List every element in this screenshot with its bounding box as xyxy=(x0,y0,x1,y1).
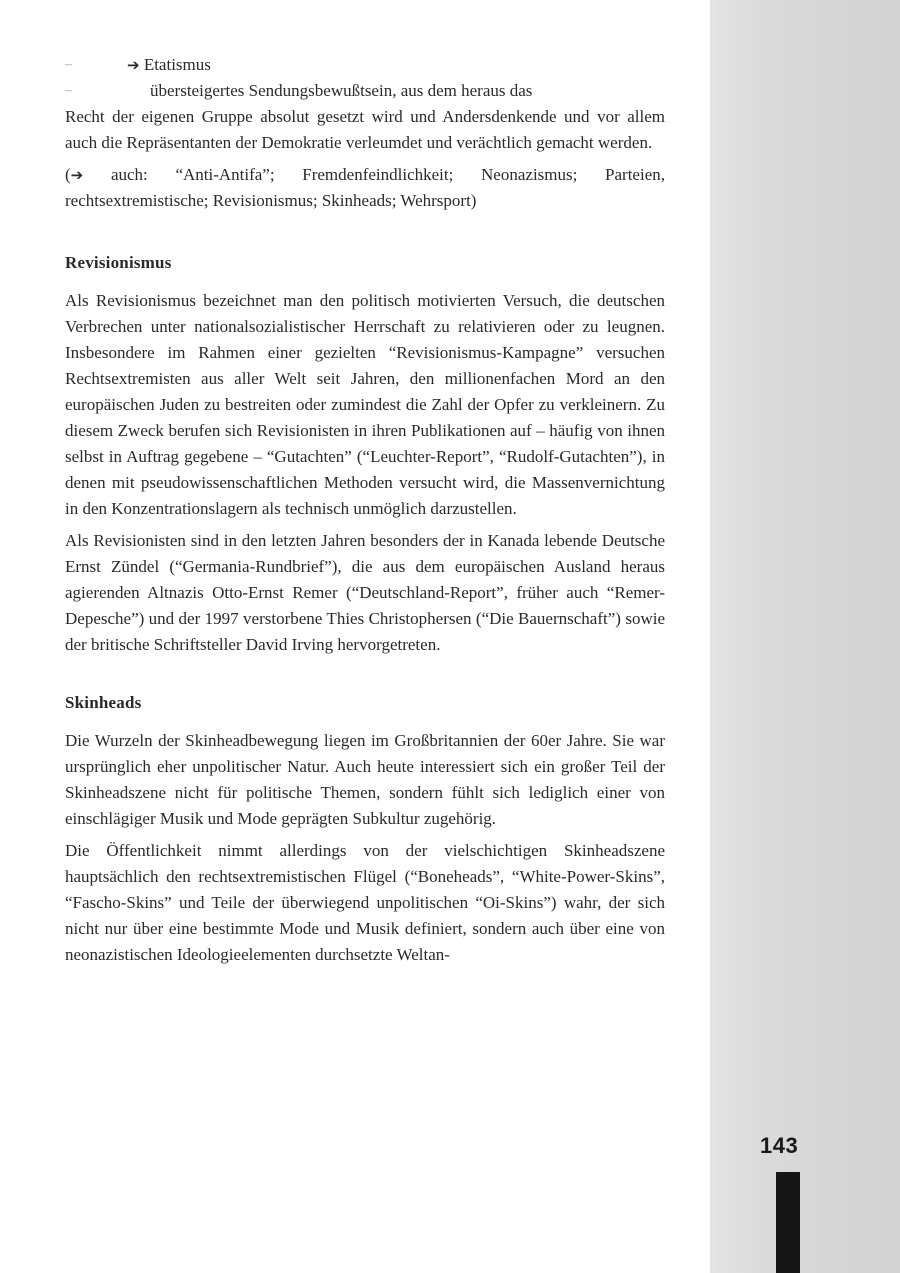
section-heading: Skinheads xyxy=(65,693,142,712)
section-skinheads xyxy=(65,690,665,968)
list-item-text xyxy=(127,52,211,78)
thumb-index-bar xyxy=(776,1172,800,1273)
list-item-label: übersteigertes Sendungsbewußtsein, aus dem heraus das xyxy=(150,81,533,100)
list-item xyxy=(65,78,665,104)
body-paragraph: Die Wurzeln der Skinheadbewegung liegen im Großbritannien der 60er Jahre. Sie war ursprünglich eher unpolitischer Natur. Auch heute interessiert sich ein großer Teil der Skinheadszene nicht für politische Themen, sondern fühlt sich lediglich einer von einschlägiger Musik und Mode geprägten Subkultur zugehörig. xyxy=(65,731,665,828)
section-heading: Revisionismus xyxy=(65,253,172,272)
arrow-icon: ➔ xyxy=(70,166,84,184)
arrow-icon: ➔ xyxy=(127,56,140,74)
see-also-text: auch: “Anti-Antifa”; Fremdenfeindlichkeit; Neonazismus; Parteien, rechtsextremistische; Revisionismus; Skinheads; Wehrsport) xyxy=(65,165,665,210)
section-revisionismus xyxy=(65,250,665,658)
list-item xyxy=(65,52,665,78)
text-column xyxy=(65,52,665,968)
page-number: 143 xyxy=(760,1133,799,1158)
body-paragraph: Als Revisionismus bezeichnet man den politisch motivierten Versuch, die deutschen Verbrechen unter nationalsozialistischer Herrschaft zu relativieren oder zu leugnen. Insbesondere im Rahmen einer gezielten “Revisionismus-Kampagne” versuchen Rechtsextremisten aus aller Welt seit Jahren, den millionenfachen Mord an den europäischen Juden zu bestreiten oder zumindest die Zahl der Opfer zu verkleinern. Zu diesem Zweck berufen sich Revisionisten in ihren Publikationen auf – häufig von ihnen selbst in Auftrag gegebene – “Gutachten” (“Leuchter-Report”, “Rudolf-Gutachten”), in denen mit pseudowissenschaftlichen Methoden versucht wird, die Massenvernichtung in den Konzentrationslagern als technisch unmöglich darzustellen. xyxy=(65,291,665,518)
see-also-reference xyxy=(65,162,665,214)
body-paragraph: Die Öffentlichkeit nimmt allerdings von der vielschichtigen Skinheadszene hauptsächlich den rechtsextremistischen Flügel (“Boneheads”, “White-Power-Skins”, “Fascho-Skins” und Teile der überwiegend unpolitischen “Oi-Skins”) wahr, der sich nicht nur über eine bestimmte Mode und Musik definiert, sondern auch über eine von neonazistischen Ideologieelementen durchsetzte Weltan- xyxy=(65,841,665,964)
body-paragraph: Als Revisionisten sind in den letzten Jahren besonders der in Kanada lebende Deutsche Ernst Zündel (“Germania-Rundbrief”), die aus dem europäischen Ausland heraus agierenden Altnazis Otto-Ernst Remer (“Deutschland-Report”, früher auch “Remer-Depesche”) und der 1997 verstorbene Thies Christophersen (“Die Bauernschaft”) sowie der britische Schriftsteller David Irving hervorgetreten. xyxy=(65,531,665,654)
intro-continuation: Recht der eigenen Gruppe absolut gesetzt wird und Andersdenkende und vor allem auch die Repräsentanten der Demokratie verleumdet und verächtlich gemacht werden. xyxy=(65,107,665,152)
list-dash: – xyxy=(65,57,72,72)
see-also-open-paren: ( xyxy=(65,165,71,184)
list-dash: – xyxy=(65,83,72,98)
list-item-label: Etatismus xyxy=(143,55,211,74)
margin-strip xyxy=(710,0,900,1273)
